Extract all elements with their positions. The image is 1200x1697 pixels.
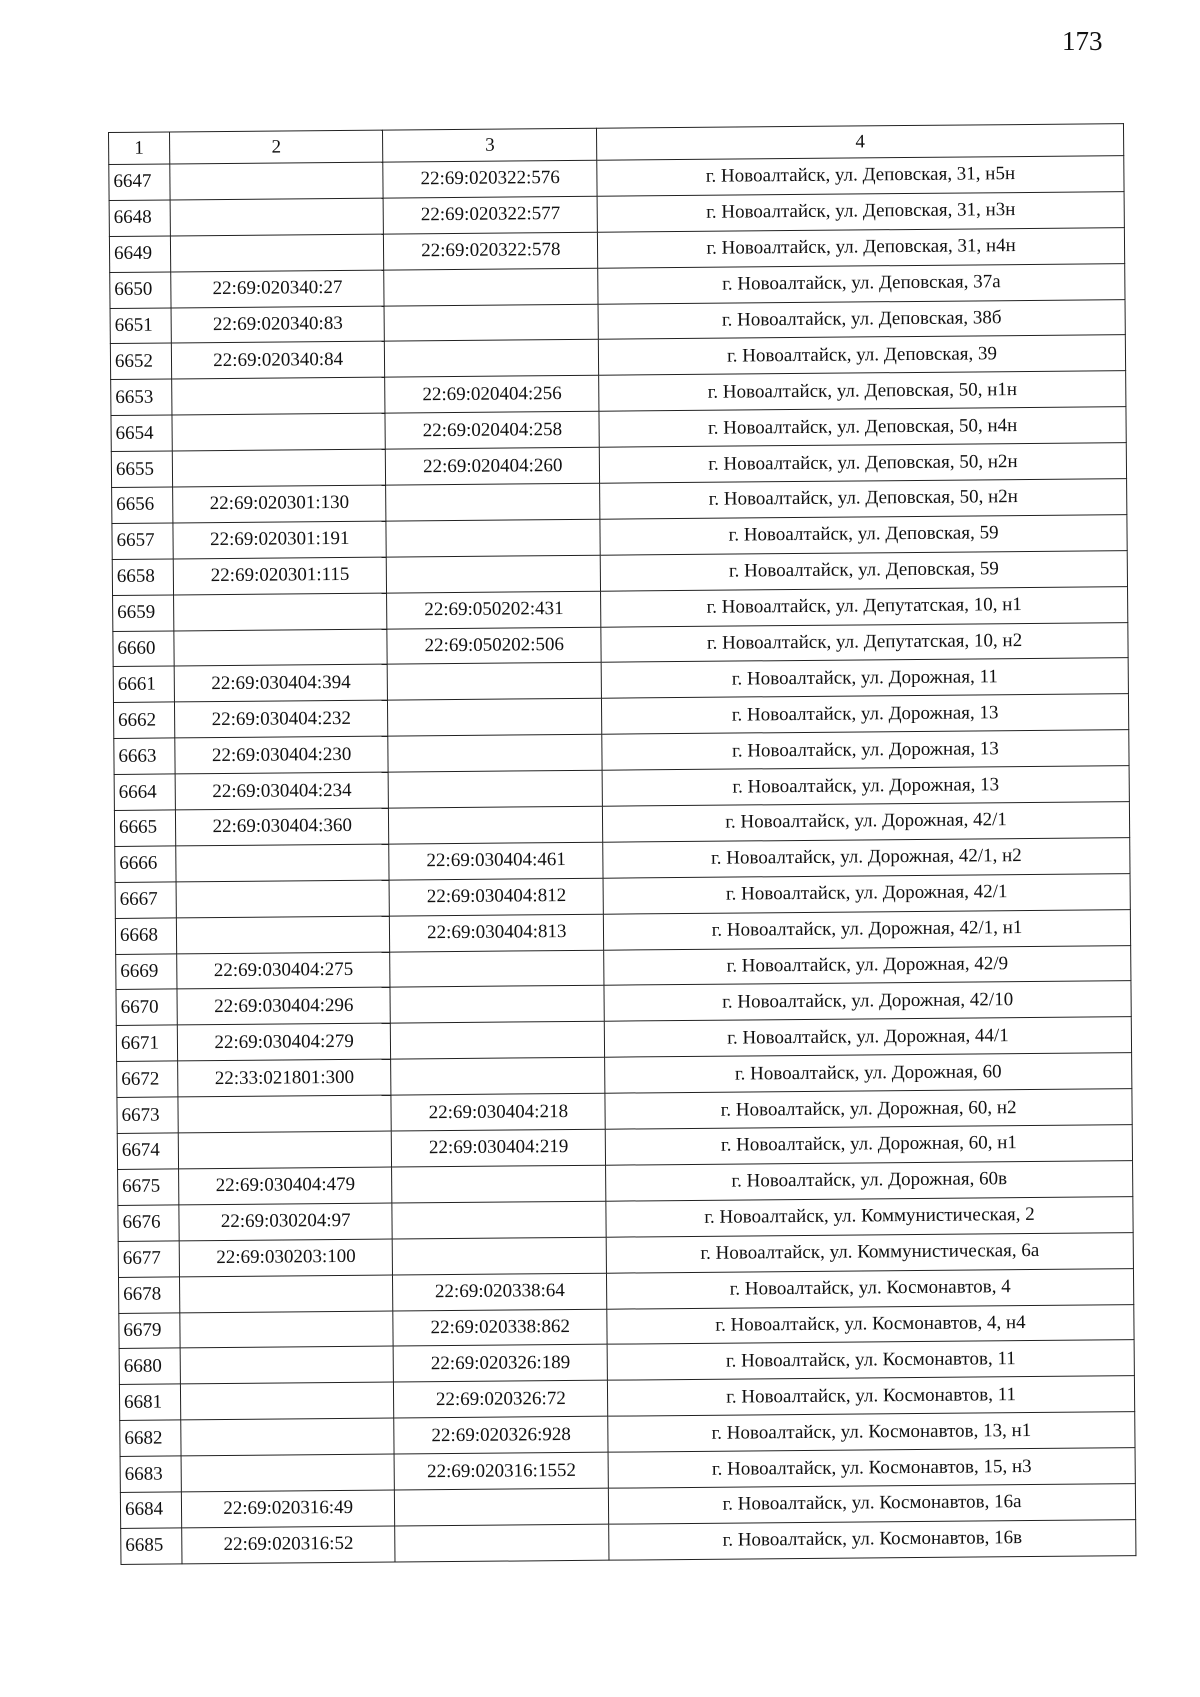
address-cell: г. Новоалтайск, ул. Космонавтов, 13, н1 [608, 1412, 1135, 1452]
cadastral-number-cell [181, 1418, 395, 1456]
row-number-cell: 6682 [120, 1420, 181, 1456]
cadastral-number-cell [180, 1346, 394, 1384]
row-number-cell: 6672 [117, 1061, 178, 1097]
cadastral-number-cell: 22:69:050202:506 [387, 627, 601, 665]
row-number-cell: 6680 [119, 1348, 180, 1384]
address-cell: г. Новоалтайск, ул. Дорожная, 13 [602, 694, 1129, 734]
address-cell: г. Новоалтайск, ул. Коммунистическая, 2 [606, 1196, 1133, 1236]
cadastral-number-cell: 22:69:020338:64 [393, 1273, 607, 1311]
cadastral-number-cell [176, 844, 390, 882]
row-number-cell: 6676 [118, 1205, 179, 1241]
cadastral-number-cell [176, 880, 390, 918]
cadastral-number-cell: 22:69:020340:27 [171, 270, 385, 308]
row-number-cell: 6681 [119, 1384, 180, 1420]
address-cell: г. Новоалтайск, ул. Деповская, 31, н3н [597, 192, 1124, 232]
column-header-3: 3 [383, 128, 597, 162]
cadastral-number-cell [179, 1275, 393, 1313]
cadastral-number-cell: 22:69:020404:260 [386, 447, 600, 485]
row-number-cell: 6675 [118, 1169, 179, 1205]
row-number-cell: 6649 [109, 236, 170, 272]
address-cell: г. Новоалтайск, ул. Дорожная, 42/1 [603, 873, 1130, 913]
page-number: 173 [1062, 26, 1103, 56]
row-number-cell: 6665 [114, 810, 175, 846]
address-cell: г. Новоалтайск, ул. Дорожная, 60, н2 [605, 1089, 1132, 1129]
address-cell: г. Новоалтайск, ул. Дорожная, 42/1 [603, 802, 1130, 842]
row-number-cell: 6661 [113, 666, 174, 702]
row-number-cell: 6653 [111, 379, 172, 415]
row-number-cell: 6678 [118, 1277, 179, 1313]
address-cell: г. Новоалтайск, ул. Космонавтов, 15, н3 [608, 1448, 1135, 1488]
row-number-cell: 6659 [113, 595, 174, 631]
cadastral-number-cell: 22:69:030404:219 [392, 1129, 606, 1167]
address-cell: г. Новоалтайск, ул. Космонавтов, 16в [609, 1519, 1136, 1559]
cadastral-number-cell: 22:69:020404:256 [385, 376, 599, 414]
row-number-cell: 6652 [110, 343, 171, 379]
cadastral-number-cell: 22:69:030404:218 [391, 1093, 605, 1131]
cadastral-number-cell: 22:69:030404:360 [175, 808, 389, 846]
cadastral-number-cell [390, 986, 604, 1024]
row-number-cell: 6658 [112, 559, 173, 595]
cadastral-number-cell: 22:33:021801:300 [178, 1059, 392, 1097]
cadastral-number-cell [387, 555, 601, 593]
cadastral-number-cell: 22:69:030404:230 [175, 736, 389, 774]
cadastral-number-cell [391, 1022, 605, 1060]
row-number-cell: 6660 [113, 631, 174, 667]
cadastral-number-cell: 22:69:020326:928 [394, 1416, 608, 1454]
address-cell: г. Новоалтайск, ул. Коммунистическая, 6а [606, 1232, 1133, 1272]
cadastral-number-cell: 22:69:030404:275 [177, 952, 391, 990]
cadastral-number-cell [170, 234, 384, 272]
cadastral-number-cell: 22:69:020322:577 [384, 196, 598, 234]
cadastral-number-cell [388, 663, 602, 701]
address-cell: г. Новоалтайск, ул. Деповская, 50, н2н [599, 443, 1126, 483]
address-cell: г. Новоалтайск, ул. Дорожная, 13 [602, 730, 1129, 770]
cadastral-number-cell: 22:69:020316:52 [182, 1526, 396, 1564]
address-cell: г. Новоалтайск, ул. Дорожная, 42/1, н1 [603, 909, 1130, 949]
address-cell: г. Новоалтайск, ул. Деповская, 50, н1н [599, 371, 1126, 411]
cadastral-number-cell: 22:69:020322:576 [383, 160, 597, 198]
cadastral-number-cell: 22:69:020338:862 [393, 1309, 607, 1347]
cadastral-number-cell [178, 1095, 392, 1133]
cadastral-number-cell [178, 1131, 392, 1169]
registry-table [108, 123, 1136, 1565]
table-body [109, 156, 1136, 1565]
row-number-cell: 6656 [112, 487, 173, 523]
row-number-cell: 6647 [109, 164, 170, 200]
row-number-cell: 6674 [117, 1133, 178, 1169]
cadastral-number-cell [180, 1311, 394, 1349]
address-cell: г. Новоалтайск, ул. Дорожная, 42/9 [604, 945, 1131, 985]
address-cell: г. Новоалтайск, ул. Дорожная, 11 [601, 658, 1128, 698]
cadastral-number-cell [384, 268, 598, 306]
row-number-cell: 6666 [115, 846, 176, 882]
row-number-cell: 6669 [116, 954, 177, 990]
cadastral-number-cell [385, 304, 599, 342]
row-number-cell: 6663 [114, 738, 175, 774]
address-cell: г. Новоалтайск, ул. Деповская, 50, н2н [600, 479, 1127, 519]
row-number-cell: 6683 [120, 1456, 181, 1492]
row-number-cell: 6662 [113, 702, 174, 738]
cadastral-number-cell [388, 699, 602, 737]
cadastral-number-cell [172, 377, 386, 415]
cadastral-number-cell [173, 593, 387, 631]
address-cell: г. Новоалтайск, ул. Депутатская, 10, н1 [601, 586, 1128, 626]
row-number-cell: 6654 [111, 415, 172, 451]
address-cell: г. Новоалтайск, ул. Дорожная, 42/10 [604, 981, 1131, 1021]
address-cell: г. Новоалтайск, ул. Дорожная, 44/1 [604, 1017, 1131, 1057]
cadastral-number-cell [170, 162, 384, 200]
cadastral-number-cell [395, 1524, 609, 1562]
cadastral-number-cell: 22:69:020301:191 [173, 521, 387, 559]
cadastral-number-cell [181, 1454, 395, 1492]
cadastral-number-cell [389, 770, 603, 808]
cadastral-number-cell: 22:69:020316:1552 [395, 1452, 609, 1490]
row-number-cell: 6677 [118, 1241, 179, 1277]
cadastral-number-cell: 22:69:020301:115 [173, 557, 387, 595]
cadastral-number-cell: 22:69:030404:813 [390, 914, 604, 952]
address-cell: г. Новоалтайск, ул. Деповская, 59 [600, 515, 1127, 555]
cadastral-number-cell: 22:69:030404:479 [178, 1167, 392, 1205]
row-number-cell: 6651 [110, 308, 171, 344]
cadastral-number-cell: 22:69:020316:49 [181, 1490, 395, 1528]
cadastral-number-cell [385, 340, 599, 378]
address-cell: г. Новоалтайск, ул. Деповская, 31, н5н [597, 156, 1124, 196]
cadastral-number-cell [393, 1237, 607, 1275]
cadastral-number-cell [390, 950, 604, 988]
address-cell: г. Новоалтайск, ул. Космонавтов, 11 [607, 1340, 1134, 1380]
column-header-4: 4 [597, 124, 1124, 161]
cadastral-number-cell: 22:69:030404:234 [175, 772, 389, 810]
cadastral-number-cell: 22:69:030404:232 [174, 700, 388, 738]
cadastral-number-cell [389, 806, 603, 844]
cadastral-number-cell: 22:69:020326:72 [394, 1380, 608, 1418]
cadastral-number-cell: 22:69:030404:279 [177, 1023, 391, 1061]
cadastral-number-cell [386, 519, 600, 557]
cadastral-number-cell [174, 629, 388, 667]
row-number-cell: 6685 [121, 1528, 182, 1564]
cadastral-number-cell: 22:69:020340:84 [171, 342, 385, 380]
address-cell: г. Новоалтайск, ул. Деповская, 59 [600, 550, 1127, 590]
address-cell: г. Новоалтайск, ул. Космонавтов, 4 [607, 1268, 1134, 1308]
cadastral-number-cell [176, 916, 390, 954]
address-cell: г. Новоалтайск, ул. Дорожная, 60 [605, 1053, 1132, 1093]
cadastral-number-cell [391, 1057, 605, 1095]
cadastral-number-cell: 22:69:020340:83 [171, 306, 385, 344]
address-cell: г. Новоалтайск, ул. Космонавтов, 11 [608, 1376, 1135, 1416]
cadastral-number-cell [172, 413, 386, 451]
address-cell: г. Новоалтайск, ул. Дорожная, 13 [602, 766, 1129, 806]
cadastral-number-cell [388, 734, 602, 772]
address-cell: г. Новоалтайск, ул. Деповская, 31, н4н [598, 227, 1125, 267]
cadastral-number-cell: 22:69:030404:812 [390, 878, 604, 916]
address-cell: г. Новоалтайск, ул. Дорожная, 60в [606, 1161, 1133, 1201]
cadastral-number-cell [395, 1488, 609, 1526]
row-number-cell: 6679 [119, 1312, 180, 1348]
address-cell: г. Новоалтайск, ул. Деповская, 39 [598, 335, 1125, 375]
cadastral-number-cell: 22:69:030203:100 [179, 1239, 393, 1277]
address-cell: г. Новоалтайск, ул. Космонавтов, 4, н4 [607, 1304, 1134, 1344]
row-number-cell: 6673 [117, 1097, 178, 1133]
address-cell: г. Новоалтайск, ул. Космонавтов, 16а [608, 1484, 1135, 1524]
row-number-cell: 6650 [110, 272, 171, 308]
address-cell: г. Новоалтайск, ул. Деповская, 38б [598, 299, 1125, 339]
row-number-cell: 6657 [112, 523, 173, 559]
cadastral-number-cell [170, 198, 384, 236]
row-number-cell: 6671 [116, 1025, 177, 1061]
cadastral-number-cell: 22:69:020301:130 [173, 485, 387, 523]
row-number-cell: 6684 [120, 1492, 181, 1528]
cadastral-number-cell: 22:69:020326:189 [394, 1345, 608, 1383]
address-cell: г. Новоалтайск, ул. Деповская, 37а [598, 263, 1125, 303]
row-number-cell: 6667 [115, 882, 176, 918]
address-cell: г. Новоалтайск, ул. Дорожная, 60, н1 [605, 1125, 1132, 1165]
cadastral-number-cell: 22:69:030404:461 [389, 842, 603, 880]
cadastral-number-cell: 22:69:030404:296 [177, 988, 391, 1026]
row-number-cell: 6670 [116, 989, 177, 1025]
address-cell: г. Новоалтайск, ул. Дорожная, 42/1, н2 [603, 838, 1130, 878]
cadastral-number-cell: 22:69:030204:97 [179, 1203, 393, 1241]
address-cell: г. Новоалтайск, ул. Деповская, 50, н4н [599, 407, 1126, 447]
cadastral-number-cell: 22:69:050202:431 [387, 591, 601, 629]
cadastral-number-cell [386, 483, 600, 521]
cadastral-number-cell: 22:69:020404:258 [385, 411, 599, 449]
cadastral-number-cell: 22:69:020322:578 [384, 232, 598, 270]
row-number-cell: 6664 [114, 774, 175, 810]
row-number-cell: 6668 [115, 918, 176, 954]
cadastral-number-cell: 22:69:030404:394 [174, 665, 388, 703]
cadastral-number-cell [392, 1165, 606, 1203]
cadastral-number-cell [392, 1201, 606, 1239]
address-cell: г. Новоалтайск, ул. Депутатская, 10, н2 [601, 622, 1128, 662]
table-row [121, 1519, 1136, 1564]
row-number-cell: 6655 [111, 451, 172, 487]
cadastral-number-cell [172, 449, 386, 487]
cadastral-number-cell [180, 1382, 394, 1420]
column-header-2: 2 [169, 130, 383, 164]
column-header-1: 1 [109, 132, 170, 165]
row-number-cell: 6648 [109, 200, 170, 236]
